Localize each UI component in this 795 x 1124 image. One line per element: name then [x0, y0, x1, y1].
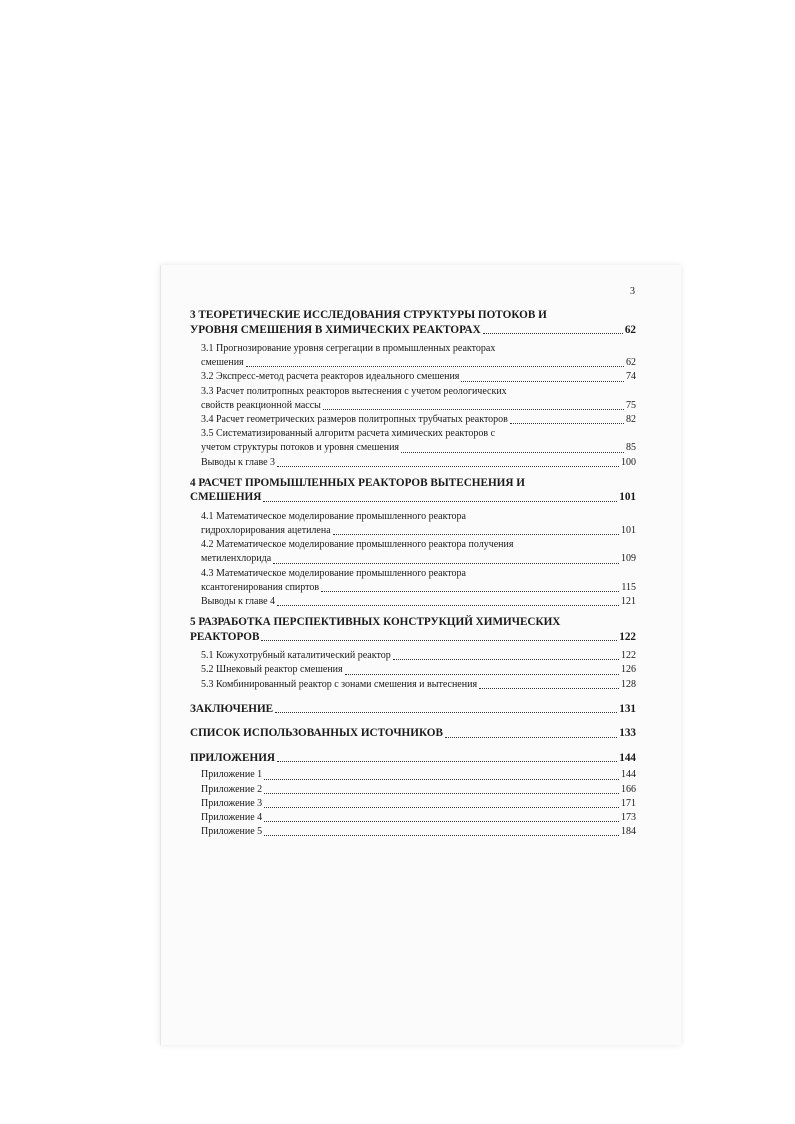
leader-dots	[323, 409, 624, 410]
leader-dots	[264, 821, 619, 822]
appendix-label: Приложение 5	[201, 826, 263, 838]
toc-item[interactable]	[201, 538, 636, 566]
toc-item-line1: 3.5 Систематизированный алгоритм расчета химических реакторов с	[201, 428, 496, 440]
page-number: 3	[630, 286, 635, 297]
toc-item-line1: 4.1 Математическое моделирование промышленного реактора	[201, 510, 466, 522]
toc-item[interactable]	[201, 649, 636, 663]
toc-item[interactable]	[201, 385, 636, 413]
toc-item[interactable]	[201, 342, 636, 370]
appendix-page: 173	[621, 811, 636, 823]
toc-item-label: учетом структуры потоков и уровня смешения	[201, 442, 400, 454]
toc-item-page: 85	[626, 442, 636, 454]
chapter-page: 101	[619, 491, 636, 504]
appendix-item[interactable]	[201, 783, 636, 797]
leader-dots	[333, 534, 619, 535]
toc-item[interactable]	[201, 567, 636, 595]
leader-dots	[277, 605, 619, 606]
chapter-title-line1: 3 ТЕОРЕТИЧЕСКИЕ ИССЛЕДОВАНИЯ СТРУКТУРЫ ПОТОКОВ И	[190, 309, 547, 321]
chapter-5	[190, 615, 636, 692]
toc-item[interactable]	[201, 427, 636, 455]
chapter-title[interactable]	[190, 702, 636, 717]
toc-item-label: свойств реакционной массы	[201, 399, 321, 411]
leader-dots	[246, 366, 624, 367]
toc-item[interactable]	[201, 663, 636, 677]
toc-item-page: 75	[626, 399, 636, 411]
toc-item[interactable]	[201, 370, 636, 384]
toc-item-page: 62	[626, 357, 636, 369]
leader-dots	[275, 712, 617, 713]
conclusion-title: ЗАКЛЮЧЕНИЕ	[190, 702, 274, 715]
chapter-title-line2: УРОВНЯ СМЕШЕНИЯ В ХИМИЧЕСКИХ РЕАКТОРАХ	[190, 323, 481, 336]
toc-item-label: Выводы к главе 3	[201, 456, 276, 468]
toc-item-page: 109	[621, 553, 636, 565]
leader-dots	[277, 466, 619, 467]
table-of-contents	[190, 308, 636, 845]
toc-item-label: ксантогенирования спиртов	[201, 581, 320, 593]
toc-item-page: 126	[621, 664, 636, 676]
toc-item-label: Выводы к главе 4	[201, 596, 276, 608]
leader-dots	[510, 423, 624, 424]
appendix-page: 144	[621, 769, 636, 781]
leader-dots	[277, 761, 617, 762]
appendix-label: Приложение 4	[201, 811, 263, 823]
leader-dots	[401, 452, 624, 453]
leader-dots	[264, 779, 619, 780]
appendix-item[interactable]	[201, 797, 636, 811]
chapter-4	[190, 476, 636, 609]
leader-dots	[264, 793, 619, 794]
conclusion-entry	[190, 702, 636, 717]
references-page: 133	[619, 727, 636, 740]
references-title: СПИСОК ИСПОЛЬЗОВАННЫХ ИСТОЧНИКОВ	[190, 727, 443, 740]
toc-item-label: метиленхлорида	[201, 553, 272, 565]
toc-item[interactable]	[201, 456, 636, 470]
appendix-item[interactable]	[201, 768, 636, 782]
toc-item-page: 115	[621, 581, 636, 593]
toc-item-page: 121	[621, 596, 636, 608]
toc-item-label: 5.2 Шнековый реактор смешения	[201, 664, 343, 676]
leader-dots	[393, 659, 619, 660]
toc-item-line1: 3.3 Расчет политропных реакторов вытеснения с учетом реологических	[201, 385, 507, 397]
chapter-title-line2: РЕАКТОРОВ	[190, 630, 260, 643]
appendix-item[interactable]	[201, 811, 636, 825]
toc-item-page: 82	[626, 414, 636, 426]
appendix-label: Приложение 1	[201, 769, 263, 781]
toc-item[interactable]	[201, 678, 636, 692]
appendix-page: 184	[621, 826, 636, 838]
appendices-entry	[190, 751, 636, 840]
chapter-title[interactable]	[190, 751, 636, 766]
leader-dots	[461, 381, 624, 382]
appendix-label: Приложение 3	[201, 797, 263, 809]
toc-item-line1: 4.3 Математическое моделирование промышленного реактора	[201, 567, 466, 579]
toc-item[interactable]	[201, 595, 636, 609]
toc-item-page: 128	[621, 678, 636, 690]
chapter-title[interactable]	[190, 308, 636, 337]
conclusion-page: 131	[619, 702, 636, 715]
toc-item-line1: 3.1 Прогнозирование уровня сегрегации в промышленных реакторах	[201, 343, 496, 354]
appendix-page: 166	[621, 783, 636, 795]
leader-dots	[445, 737, 617, 738]
chapter-page: 122	[619, 630, 636, 643]
toc-item-label: 3.2 Экспресс-метод расчета реакторов идеального смешения	[201, 371, 460, 383]
leader-dots	[261, 640, 617, 641]
toc-item-page: 74	[626, 371, 636, 383]
chapter-page: 62	[624, 323, 636, 336]
leader-dots	[264, 807, 619, 808]
appendix-label: Приложение 2	[201, 783, 263, 795]
chapter-title[interactable]	[190, 726, 636, 741]
toc-item-label: смешения	[201, 357, 244, 369]
appendices-title: ПРИЛОЖЕНИЯ	[190, 751, 276, 764]
toc-item[interactable]	[201, 510, 636, 538]
chapter-title-line2: СМЕШЕНИЯ	[190, 491, 262, 504]
toc-item-label: 5.1 Кожухотрубный каталитический реактор	[201, 650, 391, 662]
toc-item-label: гидрохлорирования ацетилена	[201, 525, 331, 537]
toc-item-label: 5.3 Комбинированный реактор с зонами смешения и вытеснения	[201, 678, 478, 690]
chapter-title-line1: 5 РАЗРАБОТКА ПЕРСПЕКТИВНЫХ КОНСТРУКЦИЙ ХИМИЧЕСКИХ	[190, 616, 561, 629]
leader-dots	[483, 333, 623, 334]
toc-item-page: 100	[621, 456, 636, 468]
leader-dots	[479, 688, 619, 689]
leader-dots	[321, 591, 619, 592]
appendix-page: 171	[621, 797, 636, 809]
leader-dots	[264, 835, 619, 836]
toc-item[interactable]	[201, 413, 636, 427]
toc-item-page: 101	[621, 525, 636, 537]
toc-item-page: 122	[621, 650, 636, 662]
chapter-3	[190, 308, 636, 470]
chapter-title[interactable]	[190, 615, 636, 644]
appendix-item[interactable]	[201, 825, 636, 839]
leader-dots	[273, 563, 619, 564]
chapter-title[interactable]	[190, 476, 636, 505]
leader-dots	[345, 674, 619, 675]
chapter-title-line1: 4 РАСЧЕТ ПРОМЫШЛЕННЫХ РЕАКТОРОВ ВЫТЕСНЕНИЯ И	[190, 476, 525, 489]
references-entry	[190, 726, 636, 741]
toc-item-label: 3.4 Расчет геометрических размеров политропных трубчатых реакторов	[201, 414, 508, 426]
toc-item-line1: 4.2 Математическое моделирование промышленного реактора получения	[201, 539, 514, 551]
appendices-page: 144	[619, 751, 636, 764]
leader-dots	[263, 501, 617, 502]
